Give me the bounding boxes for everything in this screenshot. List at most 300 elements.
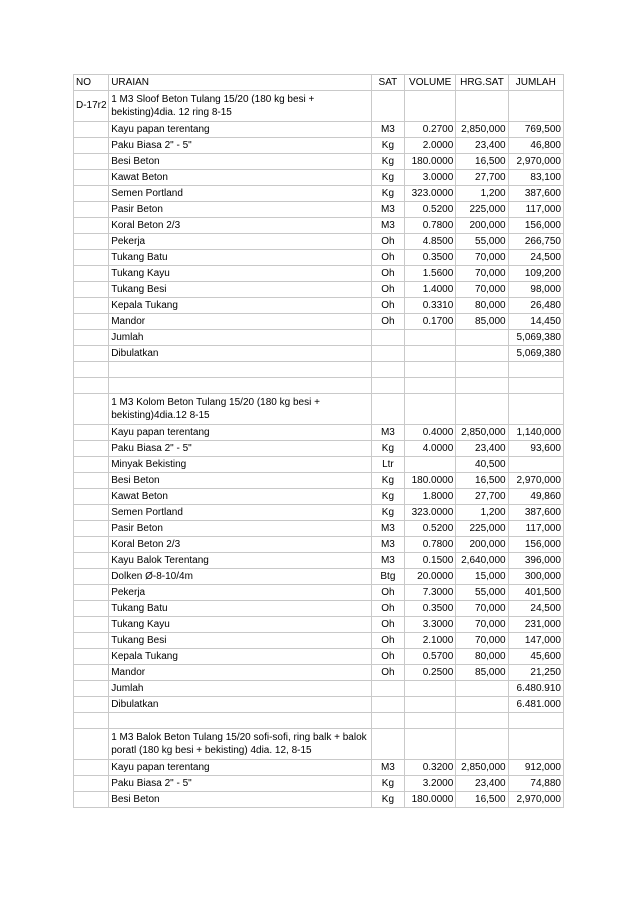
blank-row bbox=[74, 378, 564, 394]
table-row bbox=[74, 633, 564, 649]
table-row bbox=[74, 138, 564, 154]
cell-uraian[interactable]: Dolken Ø-8-10/4m bbox=[109, 569, 372, 585]
cell-no[interactable] bbox=[74, 649, 109, 665]
cell-no[interactable] bbox=[74, 489, 109, 505]
cell-sat[interactable] bbox=[371, 394, 404, 425]
cell-hrg-sat[interactable] bbox=[456, 681, 508, 697]
cell-hrg-sat[interactable] bbox=[456, 729, 508, 760]
cell-volume[interactable]: 323.0000 bbox=[405, 186, 456, 202]
cell-volume[interactable]: 0.7800 bbox=[405, 537, 456, 553]
cell-hrg-sat[interactable]: 70,000 bbox=[456, 617, 508, 633]
table-row bbox=[74, 601, 564, 617]
cell-jumlah[interactable]: 24,500 bbox=[508, 250, 563, 266]
cell-sat[interactable]: Oh bbox=[371, 234, 404, 250]
cell-jumlah[interactable]: 401,500 bbox=[508, 585, 563, 601]
cell-uraian[interactable]: Jumlah bbox=[109, 681, 372, 697]
cell-jumlah[interactable]: 49,860 bbox=[508, 489, 563, 505]
cell-no[interactable] bbox=[74, 266, 109, 282]
cell-volume[interactable]: 0.1700 bbox=[405, 314, 456, 330]
cell-uraian[interactable]: Paku Biasa 2" - 5" bbox=[109, 776, 372, 792]
table-row bbox=[74, 665, 564, 681]
cell-jumlah[interactable]: 156,000 bbox=[508, 537, 563, 553]
cell-jumlah[interactable]: 147,000 bbox=[508, 633, 563, 649]
cell-volume[interactable]: 1.5600 bbox=[405, 266, 456, 282]
cell-hrg-sat[interactable]: 85,000 bbox=[456, 314, 508, 330]
cell-volume[interactable]: 0.3500 bbox=[405, 601, 456, 617]
cell-jumlah[interactable]: 24,500 bbox=[508, 601, 563, 617]
table-row bbox=[74, 298, 564, 314]
cell-uraian[interactable]: Kepala Tukang bbox=[109, 649, 372, 665]
cell-sat[interactable]: Kg bbox=[371, 441, 404, 457]
cell-jumlah[interactable]: 156,000 bbox=[508, 218, 563, 234]
cell-hrg-sat[interactable]: 16,500 bbox=[456, 792, 508, 808]
cell-sat[interactable]: M3 bbox=[371, 122, 404, 138]
cell-uraian[interactable] bbox=[109, 362, 372, 378]
cell-hrg-sat[interactable] bbox=[456, 346, 508, 362]
cell-hrg-sat[interactable]: 55,000 bbox=[456, 234, 508, 250]
section-title-row bbox=[74, 729, 564, 760]
table-row bbox=[74, 473, 564, 489]
cell-no[interactable] bbox=[74, 362, 109, 378]
cell-uraian[interactable]: Paku Biasa 2" - 5" bbox=[109, 138, 372, 154]
cell-volume[interactable]: 323.0000 bbox=[405, 505, 456, 521]
cell-sat[interactable]: Kg bbox=[371, 792, 404, 808]
cell-hrg-sat[interactable]: 70,000 bbox=[456, 601, 508, 617]
cell-jumlah[interactable] bbox=[508, 457, 563, 473]
cell-no[interactable] bbox=[74, 776, 109, 792]
cell-no[interactable] bbox=[74, 665, 109, 681]
cell-sat[interactable]: Kg bbox=[371, 489, 404, 505]
header-no[interactable]: NO bbox=[74, 75, 109, 91]
cell-uraian[interactable]: Kayu Balok Terentang bbox=[109, 553, 372, 569]
summary-row bbox=[74, 346, 564, 362]
cell-sat[interactable]: M3 bbox=[371, 553, 404, 569]
cell-no[interactable] bbox=[74, 314, 109, 330]
cell-no[interactable] bbox=[74, 394, 109, 425]
cell-hrg-sat[interactable] bbox=[456, 713, 508, 729]
cell-volume[interactable]: 0.3200 bbox=[405, 760, 456, 776]
cell-sat[interactable]: Kg bbox=[371, 505, 404, 521]
cell-sat[interactable]: Btg bbox=[371, 569, 404, 585]
cell-jumlah[interactable] bbox=[508, 378, 563, 394]
summary-row bbox=[74, 697, 564, 713]
cell-volume[interactable] bbox=[405, 91, 456, 122]
section-title-row bbox=[74, 91, 564, 122]
cell-hrg-sat[interactable]: 70,000 bbox=[456, 633, 508, 649]
cell-jumlah[interactable]: 5,069,380 bbox=[508, 330, 563, 346]
cell-volume[interactable]: 3.2000 bbox=[405, 776, 456, 792]
cell-sat[interactable]: Kg bbox=[371, 154, 404, 170]
cell-no[interactable] bbox=[74, 346, 109, 362]
cell-uraian[interactable]: Koral Beton 2/3 bbox=[109, 537, 372, 553]
cell-jumlah[interactable] bbox=[508, 729, 563, 760]
cell-hrg-sat[interactable]: 27,700 bbox=[456, 170, 508, 186]
cell-no[interactable] bbox=[74, 425, 109, 441]
cell-jumlah[interactable]: 231,000 bbox=[508, 617, 563, 633]
cell-hrg-sat[interactable]: 16,500 bbox=[456, 154, 508, 170]
cell-uraian[interactable]: Kawat Beton bbox=[109, 170, 372, 186]
cell-volume[interactable] bbox=[405, 330, 456, 346]
cell-jumlah[interactable]: 109,200 bbox=[508, 266, 563, 282]
cell-jumlah[interactable]: 266,750 bbox=[508, 234, 563, 250]
cell-jumlah[interactable]: 117,000 bbox=[508, 202, 563, 218]
cell-hrg-sat[interactable]: 225,000 bbox=[456, 202, 508, 218]
cell-volume[interactable]: 7.3000 bbox=[405, 585, 456, 601]
table-row bbox=[74, 585, 564, 601]
cell-no[interactable] bbox=[74, 122, 109, 138]
cell-uraian[interactable]: Mandor bbox=[109, 665, 372, 681]
cell-sat[interactable]: Oh bbox=[371, 282, 404, 298]
cell-uraian[interactable]: Pekerja bbox=[109, 585, 372, 601]
table-row bbox=[74, 218, 564, 234]
cell-hrg-sat[interactable]: 225,000 bbox=[456, 521, 508, 537]
cell-no[interactable] bbox=[74, 505, 109, 521]
cell-uraian[interactable]: Kayu papan terentang bbox=[109, 122, 372, 138]
cell-sat[interactable]: Oh bbox=[371, 250, 404, 266]
cell-no[interactable] bbox=[74, 250, 109, 266]
cell-sat[interactable]: Oh bbox=[371, 314, 404, 330]
cell-jumlah[interactable]: 45,600 bbox=[508, 649, 563, 665]
header-sat[interactable]: SAT bbox=[371, 75, 404, 91]
cell-no[interactable] bbox=[74, 713, 109, 729]
cell-no[interactable] bbox=[74, 681, 109, 697]
cell-sat[interactable] bbox=[371, 346, 404, 362]
table-row bbox=[74, 202, 564, 218]
cell-volume[interactable]: 0.1500 bbox=[405, 553, 456, 569]
cell-uraian[interactable]: Tukang Besi bbox=[109, 633, 372, 649]
cell-hrg-sat[interactable] bbox=[456, 91, 508, 122]
blank-row bbox=[74, 713, 564, 729]
cell-hrg-sat[interactable]: 70,000 bbox=[456, 266, 508, 282]
cell-no[interactable] bbox=[74, 792, 109, 808]
table-row bbox=[74, 457, 564, 473]
cell-volume[interactable] bbox=[405, 457, 456, 473]
cell-sat[interactable]: Kg bbox=[371, 170, 404, 186]
cell-volume[interactable]: 0.4000 bbox=[405, 425, 456, 441]
cell-jumlah[interactable] bbox=[508, 713, 563, 729]
cell-jumlah[interactable]: 300,000 bbox=[508, 569, 563, 585]
cell-uraian[interactable] bbox=[109, 713, 372, 729]
cell-volume[interactable]: 3.0000 bbox=[405, 170, 456, 186]
header-uraian[interactable]: URAIAN bbox=[109, 75, 372, 91]
cell-volume[interactable]: 2.0000 bbox=[405, 138, 456, 154]
cell-volume[interactable]: 2.1000 bbox=[405, 633, 456, 649]
cell-sat[interactable] bbox=[371, 330, 404, 346]
cell-sat[interactable] bbox=[371, 681, 404, 697]
cell-hrg-sat[interactable]: 23,400 bbox=[456, 138, 508, 154]
cell-no[interactable]: D-17r2 bbox=[74, 91, 109, 122]
table-row bbox=[74, 122, 564, 138]
cell-uraian[interactable]: Tukang Batu bbox=[109, 250, 372, 266]
cell-volume[interactable]: 3.3000 bbox=[405, 617, 456, 633]
table-row bbox=[74, 537, 564, 553]
cell-jumlah[interactable]: 93,600 bbox=[508, 441, 563, 457]
cell-sat[interactable]: Oh bbox=[371, 585, 404, 601]
table-row bbox=[74, 425, 564, 441]
cell-volume[interactable] bbox=[405, 713, 456, 729]
analysis-table bbox=[73, 74, 564, 808]
cell-sat[interactable]: M3 bbox=[371, 202, 404, 218]
cell-sat[interactable]: M3 bbox=[371, 218, 404, 234]
table-body bbox=[74, 91, 564, 808]
cell-sat[interactable]: Kg bbox=[371, 473, 404, 489]
table-row bbox=[74, 186, 564, 202]
cell-sat[interactable]: Oh bbox=[371, 649, 404, 665]
header-row bbox=[74, 75, 564, 91]
cell-volume[interactable]: 0.5700 bbox=[405, 649, 456, 665]
cell-uraian[interactable]: Dibulatkan bbox=[109, 346, 372, 362]
cell-uraian[interactable]: Koral Beton 2/3 bbox=[109, 218, 372, 234]
cell-volume[interactable]: 180.0000 bbox=[405, 473, 456, 489]
cell-no[interactable] bbox=[74, 457, 109, 473]
cell-hrg-sat[interactable]: 2,640,000 bbox=[456, 553, 508, 569]
table-row bbox=[74, 553, 564, 569]
cell-volume[interactable] bbox=[405, 378, 456, 394]
cell-uraian[interactable]: Kepala Tukang bbox=[109, 298, 372, 314]
cell-jumlah[interactable]: 387,600 bbox=[508, 186, 563, 202]
cell-volume[interactable]: 0.2700 bbox=[405, 122, 456, 138]
cell-hrg-sat[interactable]: 80,000 bbox=[456, 649, 508, 665]
cell-volume[interactable]: 0.3310 bbox=[405, 298, 456, 314]
cell-jumlah[interactable]: 26,480 bbox=[508, 298, 563, 314]
cell-jumlah[interactable]: 387,600 bbox=[508, 505, 563, 521]
cell-jumlah[interactable]: 2,970,000 bbox=[508, 473, 563, 489]
cell-hrg-sat[interactable]: 40,500 bbox=[456, 457, 508, 473]
cell-sat[interactable]: Oh bbox=[371, 298, 404, 314]
table-row bbox=[74, 776, 564, 792]
cell-jumlah[interactable] bbox=[508, 394, 563, 425]
cell-uraian[interactable]: Dibulatkan bbox=[109, 697, 372, 713]
cell-volume[interactable]: 1.4000 bbox=[405, 282, 456, 298]
cell-jumlah[interactable]: 117,000 bbox=[508, 521, 563, 537]
table-row bbox=[74, 441, 564, 457]
cell-no[interactable] bbox=[74, 441, 109, 457]
cell-uraian[interactable]: Kayu papan terentang bbox=[109, 425, 372, 441]
cell-sat[interactable]: Oh bbox=[371, 665, 404, 681]
cell-jumlah[interactable]: 2,970,000 bbox=[508, 154, 563, 170]
cell-jumlah[interactable]: 1,140,000 bbox=[508, 425, 563, 441]
cell-volume[interactable] bbox=[405, 697, 456, 713]
cell-hrg-sat[interactable]: 16,500 bbox=[456, 473, 508, 489]
cell-sat[interactable]: M3 bbox=[371, 521, 404, 537]
cell-hrg-sat[interactable]: 23,400 bbox=[456, 776, 508, 792]
cell-sat[interactable] bbox=[371, 697, 404, 713]
cell-sat[interactable] bbox=[371, 91, 404, 122]
table-row bbox=[74, 234, 564, 250]
cell-uraian[interactable]: Pekerja bbox=[109, 234, 372, 250]
cell-jumlah[interactable] bbox=[508, 362, 563, 378]
cell-jumlah[interactable] bbox=[508, 91, 563, 122]
cell-sat[interactable]: Oh bbox=[371, 601, 404, 617]
cell-jumlah[interactable]: 14,450 bbox=[508, 314, 563, 330]
cell-no[interactable] bbox=[74, 378, 109, 394]
cell-hrg-sat[interactable]: 1,200 bbox=[456, 186, 508, 202]
cell-hrg-sat[interactable]: 2,850,000 bbox=[456, 122, 508, 138]
cell-jumlah[interactable]: 5,069,380 bbox=[508, 346, 563, 362]
cell-hrg-sat[interactable]: 15,000 bbox=[456, 569, 508, 585]
cell-no[interactable] bbox=[74, 617, 109, 633]
cell-uraian[interactable]: Mandor bbox=[109, 314, 372, 330]
cell-hrg-sat[interactable]: 55,000 bbox=[456, 585, 508, 601]
cell-volume[interactable]: 180.0000 bbox=[405, 792, 456, 808]
cell-hrg-sat[interactable]: 200,000 bbox=[456, 218, 508, 234]
cell-volume[interactable]: 0.7800 bbox=[405, 218, 456, 234]
cell-volume[interactable]: 0.2500 bbox=[405, 665, 456, 681]
table-row bbox=[74, 569, 564, 585]
cell-sat[interactable]: Oh bbox=[371, 633, 404, 649]
cell-jumlah[interactable]: 6.480.910 bbox=[508, 681, 563, 697]
cell-uraian[interactable]: 1 M3 Balok Beton Tulang 15/20 sofi-sofi, ring balk + balok poratl (180 kg besi + bekisting) 4dia. 12, 8-15 bbox=[109, 729, 372, 760]
cell-no[interactable] bbox=[74, 234, 109, 250]
cell-no[interactable] bbox=[74, 585, 109, 601]
cell-sat[interactable]: M3 bbox=[371, 537, 404, 553]
cell-volume[interactable]: 0.3500 bbox=[405, 250, 456, 266]
table-row bbox=[74, 792, 564, 808]
summary-row bbox=[74, 330, 564, 346]
cell-uraian[interactable]: Tukang Kayu bbox=[109, 617, 372, 633]
table-row bbox=[74, 170, 564, 186]
cell-volume[interactable]: 180.0000 bbox=[405, 154, 456, 170]
cell-jumlah[interactable]: 83,100 bbox=[508, 170, 563, 186]
cell-sat[interactable] bbox=[371, 713, 404, 729]
cell-hrg-sat[interactable]: 200,000 bbox=[456, 537, 508, 553]
cell-hrg-sat[interactable]: 27,700 bbox=[456, 489, 508, 505]
cell-hrg-sat[interactable] bbox=[456, 697, 508, 713]
header-jumlah[interactable]: JUMLAH bbox=[508, 75, 563, 91]
cell-sat[interactable] bbox=[371, 729, 404, 760]
cell-sat[interactable]: Kg bbox=[371, 186, 404, 202]
cell-hrg-sat[interactable] bbox=[456, 330, 508, 346]
cell-uraian[interactable]: Kayu papan terentang bbox=[109, 760, 372, 776]
cell-volume[interactable] bbox=[405, 362, 456, 378]
header-volume[interactable]: VOLUME bbox=[405, 75, 456, 91]
cell-no[interactable] bbox=[74, 521, 109, 537]
cell-uraian[interactable]: Tukang Besi bbox=[109, 282, 372, 298]
cell-jumlah[interactable]: 912,000 bbox=[508, 760, 563, 776]
cell-jumlah[interactable]: 769,500 bbox=[508, 122, 563, 138]
table-row bbox=[74, 250, 564, 266]
cell-uraian[interactable] bbox=[109, 378, 372, 394]
cell-no[interactable] bbox=[74, 537, 109, 553]
cell-no[interactable] bbox=[74, 154, 109, 170]
cell-uraian[interactable]: Besi Beton bbox=[109, 154, 372, 170]
cell-no[interactable] bbox=[74, 202, 109, 218]
cell-no[interactable] bbox=[74, 330, 109, 346]
table-row bbox=[74, 521, 564, 537]
cell-hrg-sat[interactable]: 2,850,000 bbox=[456, 760, 508, 776]
cell-hrg-sat[interactable]: 70,000 bbox=[456, 282, 508, 298]
table-row bbox=[74, 282, 564, 298]
cell-jumlah[interactable]: 46,800 bbox=[508, 138, 563, 154]
cell-jumlah[interactable]: 21,250 bbox=[508, 665, 563, 681]
cell-no[interactable] bbox=[74, 282, 109, 298]
cell-hrg-sat[interactable] bbox=[456, 394, 508, 425]
cell-uraian[interactable]: 1 M3 Sloof Beton Tulang 15/20 (180 kg besi + bekisting)4dia. 12 ring 8-15 bbox=[109, 91, 372, 122]
table-row bbox=[74, 314, 564, 330]
table-row bbox=[74, 505, 564, 521]
cell-uraian[interactable]: Semen Portland bbox=[109, 505, 372, 521]
cell-volume[interactable] bbox=[405, 729, 456, 760]
table-row bbox=[74, 154, 564, 170]
cell-no[interactable] bbox=[74, 170, 109, 186]
cell-sat[interactable] bbox=[371, 378, 404, 394]
cell-uraian[interactable]: 1 M3 Kolom Beton Tulang 15/20 (180 kg besi + bekisting)4dia.12 8-15 bbox=[109, 394, 372, 425]
cell-sat[interactable]: Ltr bbox=[371, 457, 404, 473]
header-hrg-sat[interactable]: HRG.SAT bbox=[456, 75, 508, 91]
cell-hrg-sat[interactable]: 85,000 bbox=[456, 665, 508, 681]
cell-hrg-sat[interactable] bbox=[456, 378, 508, 394]
cell-hrg-sat[interactable]: 23,400 bbox=[456, 441, 508, 457]
table-row bbox=[74, 617, 564, 633]
cell-uraian[interactable]: Besi Beton bbox=[109, 473, 372, 489]
cell-uraian[interactable]: Semen Portland bbox=[109, 186, 372, 202]
cell-no[interactable] bbox=[74, 569, 109, 585]
cell-volume[interactable]: 1.8000 bbox=[405, 489, 456, 505]
cell-volume[interactable] bbox=[405, 681, 456, 697]
cell-no[interactable] bbox=[74, 473, 109, 489]
cell-volume[interactable] bbox=[405, 394, 456, 425]
cell-volume[interactable]: 4.8500 bbox=[405, 234, 456, 250]
cell-uraian[interactable]: Kawat Beton bbox=[109, 489, 372, 505]
cell-volume[interactable]: 20.0000 bbox=[405, 569, 456, 585]
cell-jumlah[interactable]: 74,880 bbox=[508, 776, 563, 792]
cell-sat[interactable]: Oh bbox=[371, 266, 404, 282]
cell-volume[interactable]: 4.0000 bbox=[405, 441, 456, 457]
cell-sat[interactable]: M3 bbox=[371, 760, 404, 776]
cell-sat[interactable]: Kg bbox=[371, 776, 404, 792]
cell-hrg-sat[interactable]: 80,000 bbox=[456, 298, 508, 314]
cell-hrg-sat[interactable]: 70,000 bbox=[456, 250, 508, 266]
cell-no[interactable] bbox=[74, 553, 109, 569]
cell-no[interactable] bbox=[74, 298, 109, 314]
cell-hrg-sat[interactable]: 2,850,000 bbox=[456, 425, 508, 441]
cell-no[interactable] bbox=[74, 729, 109, 760]
cell-no[interactable] bbox=[74, 138, 109, 154]
cell-sat[interactable]: Kg bbox=[371, 138, 404, 154]
cell-no[interactable] bbox=[74, 633, 109, 649]
table-row bbox=[74, 649, 564, 665]
cell-volume[interactable]: 0.5200 bbox=[405, 521, 456, 537]
cell-uraian[interactable]: Besi Beton bbox=[109, 792, 372, 808]
cell-uraian[interactable]: Tukang Batu bbox=[109, 601, 372, 617]
cell-jumlah[interactable]: 98,000 bbox=[508, 282, 563, 298]
cell-uraian[interactable]: Paku Biasa 2" - 5" bbox=[109, 441, 372, 457]
cell-jumlah[interactable]: 2,970,000 bbox=[508, 792, 563, 808]
cell-uraian[interactable]: Pasir Beton bbox=[109, 202, 372, 218]
cell-uraian[interactable]: Pasir Beton bbox=[109, 521, 372, 537]
cell-hrg-sat[interactable]: 1,200 bbox=[456, 505, 508, 521]
cell-volume[interactable] bbox=[405, 346, 456, 362]
cell-jumlah[interactable]: 396,000 bbox=[508, 553, 563, 569]
cell-sat[interactable] bbox=[371, 362, 404, 378]
cell-no[interactable] bbox=[74, 186, 109, 202]
cell-no[interactable] bbox=[74, 760, 109, 776]
cell-uraian[interactable]: Minyak Bekisting bbox=[109, 457, 372, 473]
cell-no[interactable] bbox=[74, 697, 109, 713]
cell-sat[interactable]: M3 bbox=[371, 425, 404, 441]
cell-no[interactable] bbox=[74, 218, 109, 234]
cell-hrg-sat[interactable] bbox=[456, 362, 508, 378]
cell-jumlah[interactable]: 6.481.000 bbox=[508, 697, 563, 713]
cell-uraian[interactable]: Jumlah bbox=[109, 330, 372, 346]
summary-row bbox=[74, 681, 564, 697]
blank-row bbox=[74, 362, 564, 378]
cell-uraian[interactable]: Tukang Kayu bbox=[109, 266, 372, 282]
cell-volume[interactable]: 0.5200 bbox=[405, 202, 456, 218]
cell-no[interactable] bbox=[74, 601, 109, 617]
table-row bbox=[74, 760, 564, 776]
cell-sat[interactable]: Oh bbox=[371, 617, 404, 633]
